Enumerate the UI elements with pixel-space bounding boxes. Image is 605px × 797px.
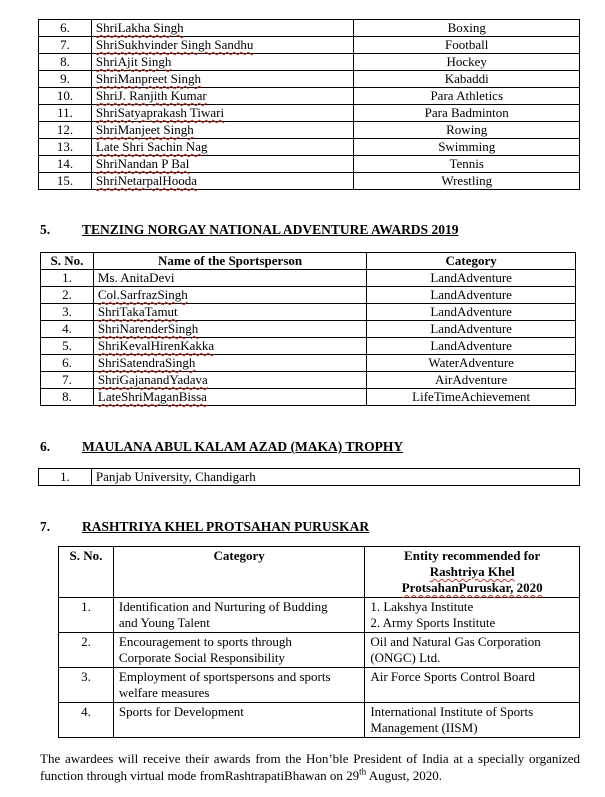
row-category: LandAdventure (367, 287, 576, 304)
header-entity-line3: ProtsahanPuruskar, 2020 (401, 580, 543, 595)
row-name: ShriKevalHirenKakka (93, 338, 366, 355)
row-number: 14. (39, 156, 92, 173)
footer-sup: th (359, 766, 367, 777)
row-name: ShriManjeet Singh (91, 122, 354, 139)
table-row (41, 338, 576, 355)
row-entity (365, 668, 580, 703)
row-entity-line2: Management (IISM) (370, 720, 478, 735)
row-number: 10. (39, 88, 92, 105)
table-row (41, 355, 576, 372)
row-entity (365, 598, 580, 633)
table-row (39, 173, 580, 190)
row-number: 7. (41, 372, 94, 389)
row-number: 1. (39, 469, 92, 486)
row-number: 4. (59, 703, 114, 738)
row-number: 3. (41, 304, 94, 321)
footer-paragraph (40, 750, 580, 784)
header-entity-line1: Entity recommended for (404, 548, 541, 563)
table-row (39, 71, 580, 88)
section-number: 7. (40, 519, 51, 534)
row-number: 13. (39, 139, 92, 156)
row-name: Col.SarfrazSingh (93, 287, 366, 304)
row-name: ShriNarenderSingh (93, 321, 366, 338)
row-name: Panjab University, Chandigarh (91, 469, 579, 486)
row-name: ShriNandan P Bal (91, 156, 354, 173)
tenzing-norgay-table (40, 252, 576, 406)
row-category: LandAdventure (367, 321, 576, 338)
row-category-line2: Corporate Social Responsibility (118, 650, 285, 665)
section-title: TENZING NORGAY NATIONAL ADVENTURE AWARDS 2019 (82, 222, 459, 237)
table-row (41, 270, 576, 287)
header-s-no: S. No. (41, 253, 94, 270)
row-category: Boxing (354, 20, 580, 37)
row-name: ShriSukhvinder Singh Sandhu (91, 37, 354, 54)
row-category: Tennis (354, 156, 580, 173)
row-entity-line2: (ONGC) Ltd. (370, 650, 441, 665)
row-number: 6. (39, 20, 92, 37)
row-name: ShriJ. Ranjith Kumar (91, 88, 354, 105)
row-category: Wrestling (354, 173, 580, 190)
row-entity-line1: Oil and Natural Gas Corporation (370, 634, 541, 649)
table-row (39, 88, 580, 105)
row-entity-line1: Air Force Sports Control Board (370, 669, 535, 684)
table-row (41, 389, 576, 406)
row-name: Late Shri Sachin Nag (91, 139, 354, 156)
table-row (59, 598, 580, 633)
row-number: 1. (41, 270, 94, 287)
row-number: 7. (39, 37, 92, 54)
row-number: 11. (39, 105, 92, 122)
row-category (113, 668, 364, 703)
table-header-row (41, 253, 576, 270)
row-category: Para Badminton (354, 105, 580, 122)
table-row (41, 304, 576, 321)
table-row (39, 20, 580, 37)
row-category: Rowing (354, 122, 580, 139)
table-row (39, 122, 580, 139)
awards-table-continued (38, 19, 580, 190)
row-category (113, 633, 364, 668)
row-number: 1. (59, 598, 114, 633)
header-s-no: S. No. (59, 547, 114, 598)
table-row (41, 321, 576, 338)
row-category: Football (354, 37, 580, 54)
row-category: Hockey (354, 54, 580, 71)
header-category: Category (113, 547, 364, 598)
row-number: 8. (41, 389, 94, 406)
row-number: 9. (39, 71, 92, 88)
row-category: LandAdventure (367, 304, 576, 321)
row-name: ShriGajanandYadava (93, 372, 366, 389)
footer-text: The awardees will receive their awards from the Hon’ble President of India at a specially organized function through virtual mode fromRashtrapatiBhawan on 29 (40, 751, 580, 783)
table-row (39, 469, 580, 486)
row-name: Ms. AnitaDevi (93, 270, 366, 287)
row-number: 5. (41, 338, 94, 355)
row-number: 12. (39, 122, 92, 139)
row-name: ShriManpreet Singh (91, 71, 354, 88)
row-name: ShriSatyaprakash Tiwari (91, 105, 354, 122)
row-category-line1: Identification and Nurturing of Budding (118, 599, 328, 614)
table-row (39, 37, 580, 54)
table-header-row (59, 547, 580, 598)
header-name: Name of the Sportsperson (93, 253, 366, 270)
row-entity-line2: 2. Army Sports Institute (370, 615, 496, 630)
table-row (41, 287, 576, 304)
row-number: 6. (41, 355, 94, 372)
section-number: 5. (40, 222, 51, 237)
row-entity-line1: 1. Lakshya Institute (370, 599, 474, 614)
row-category-line2: welfare measures (118, 685, 210, 700)
row-category: LandAdventure (367, 338, 576, 355)
row-number: 2. (41, 287, 94, 304)
row-name: LateShriMaganBissa (93, 389, 366, 406)
row-category: WaterAdventure (367, 355, 576, 372)
row-category: AirAdventure (367, 372, 576, 389)
row-entity-line1: International Institute of Sports (370, 704, 534, 719)
row-name: ShriAjit Singh (91, 54, 354, 71)
table-row (39, 139, 580, 156)
row-number: 15. (39, 173, 92, 190)
row-number: 2. (59, 633, 114, 668)
row-category-line1: Sports for Development (118, 704, 244, 719)
section-title: RASHTRIYA KHEL PROTSAHAN PURUSKAR (82, 519, 370, 534)
table-row (39, 54, 580, 71)
table-row (59, 668, 580, 703)
row-category (113, 703, 364, 738)
header-entity (365, 547, 580, 598)
row-number: 3. (59, 668, 114, 703)
table-row (59, 633, 580, 668)
row-category: LifeTimeAchievement (367, 389, 576, 406)
row-category: Kabaddi (354, 71, 580, 88)
khel-protsahan-table (58, 546, 580, 738)
maka-trophy-table (38, 468, 580, 486)
table-row (41, 372, 576, 389)
row-entity (365, 703, 580, 738)
row-name: ShriTakaTamut (93, 304, 366, 321)
row-category: LandAdventure (367, 270, 576, 287)
row-number: 8. (39, 54, 92, 71)
header-category: Category (367, 253, 576, 270)
section-number: 6. (40, 439, 51, 454)
row-name: ShriLakha Singh (91, 20, 354, 37)
row-name: ShriSatendraSingh (93, 355, 366, 372)
section-title: MAULANA ABUL KALAM AZAD (MAKA) TROPHY (82, 439, 404, 454)
row-category (113, 598, 364, 633)
row-category: Swimming (354, 139, 580, 156)
row-category: Para Athletics (354, 88, 580, 105)
footer-tail: August, 2020. (366, 768, 443, 783)
row-entity (365, 633, 580, 668)
row-name: ShriNetarpalHooda (91, 173, 354, 190)
row-category-line1: Encouragement to sports through (118, 634, 292, 649)
table-row (59, 703, 580, 738)
row-category-line2: and Young Talent (118, 615, 210, 630)
header-entity-line2: Rashtriya Khel (429, 564, 515, 579)
table-row (39, 105, 580, 122)
row-number: 4. (41, 321, 94, 338)
row-category-line1: Employment of sportspersons and sports (118, 669, 331, 684)
table-row (39, 156, 580, 173)
